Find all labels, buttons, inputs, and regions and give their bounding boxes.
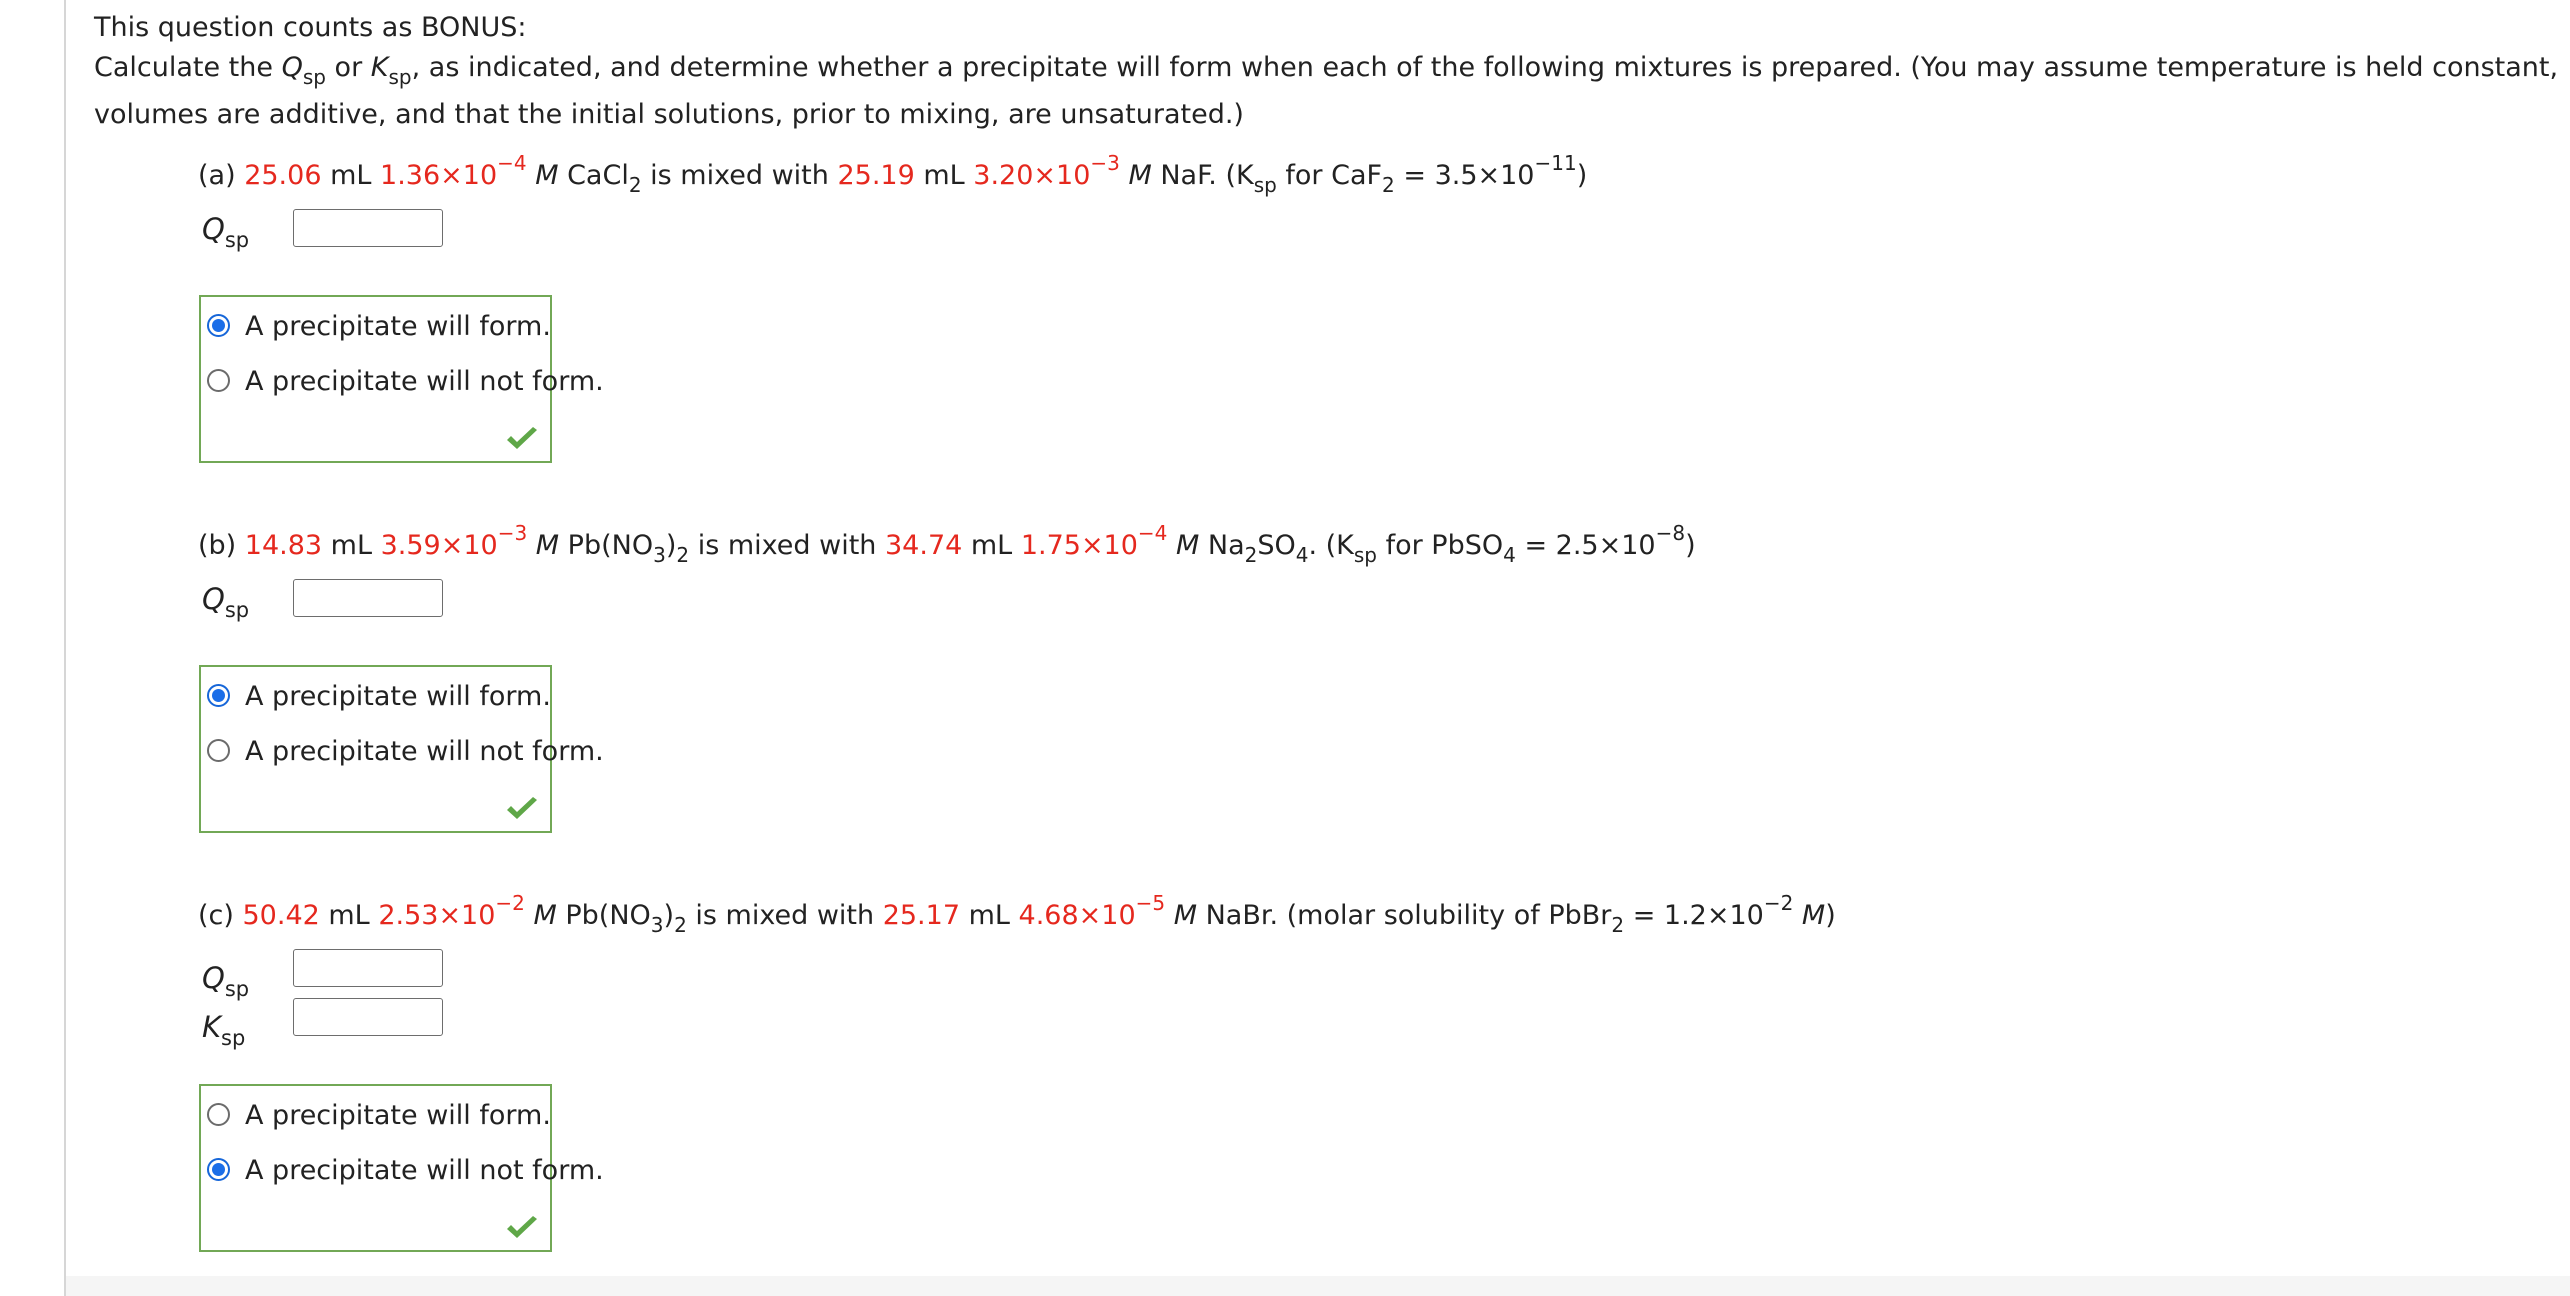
checkmark-icon [504,425,540,453]
radio-selected-icon[interactable] [207,314,230,337]
radio-icon[interactable] [207,739,230,762]
radio-icon[interactable] [207,369,230,392]
part-c-qsp-input[interactable] [293,949,443,987]
part-a-qsp-label: $Q_{sp}$ [202,212,250,252]
part-c-qsp-label: $Q_{sp}$ [202,961,250,1001]
part-b-qsp-label: $Q_{sp}$ [202,582,250,622]
part-b-statement: (b) 14.83 mL $3.59\times 10^{-3}$ M $Pb(NO_3)_2$ is mixed with 34.74 mL $1.75\times 10^{-4}$ M $Na_2SO_4$. ($K_{sp}$ for PbSO$_4$ = $2.5\times 10^{-8}$) [198,521,1696,567]
left-border [64,0,66,1296]
part-a-qsp-input[interactable] [293,209,443,247]
instruction-line-1: Calculate the $Q_{sp}$ or $K_{sp}$, as indicated, and determine whether a precipitate will form when each of the following mixtures is prepared. (You may assume temperature is held constant, [94,52,2559,89]
part-a-choice-box: A precipitate will form. A precipitate will not form. [199,295,552,463]
part-b-qsp-input[interactable] [293,579,443,617]
instruction-line-2: volumes are additive, and that the initial solutions, prior to mixing, are unsaturated.) [94,99,1244,130]
part-b-choice-box: A precipitate will form. A precipitate will not form. [199,665,552,833]
part-c-statement: (c) 50.42 mL $2.53\times 10^{-2}$ M $Pb(NO_3)_2$ is mixed with 25.17 mL $4.68\times 10^{-5}$ M NaBr. (molar solubility of PbBr$_2$ = $1.2\times 10^{-2}$ M) [198,891,1836,937]
part-c-ksp-input[interactable] [293,998,443,1036]
part-c-ksp-label: $K_{sp}$ [202,1010,246,1050]
radio-icon[interactable] [207,1103,230,1126]
part-a-statement: (a) 25.06 mL $1.36\times 10^{-4}$ M CaCl$_2$ is mixed with 25.19 mL $3.20\times 10^{-3}$ M NaF. ($K_{sp}$ for $CaF_2 = 3.5\times 10^{-11}$) [198,151,1588,197]
radio-selected-icon[interactable] [207,684,230,707]
bonus-note: This question counts as BONUS: [94,12,527,43]
checkmark-icon [504,1214,540,1242]
radio-selected-icon[interactable] [207,1158,230,1181]
part-c-choice-box: A precipitate will form. A precipitate will not form. [199,1084,552,1252]
bottom-band [66,1276,2570,1296]
checkmark-icon [504,795,540,823]
